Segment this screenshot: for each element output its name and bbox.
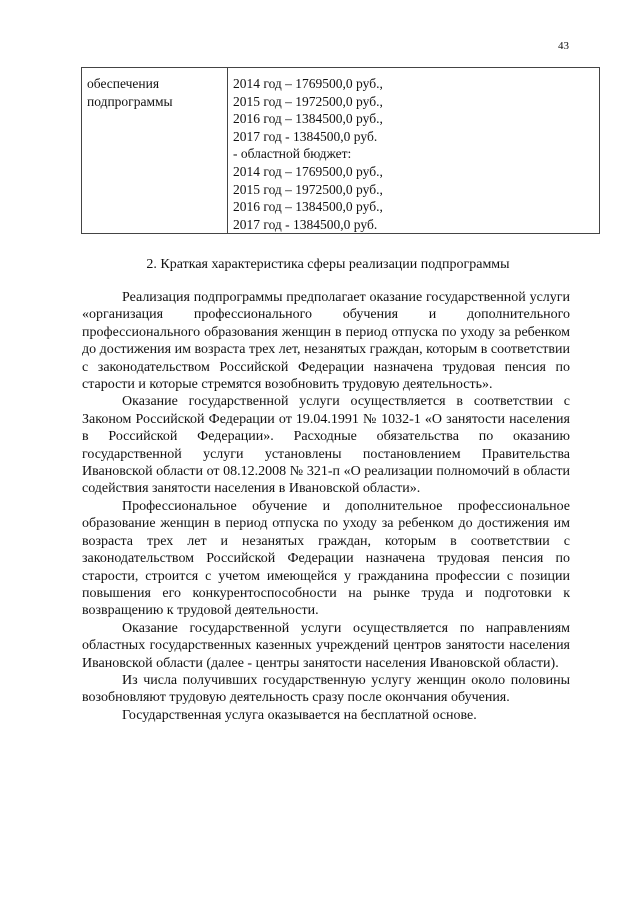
paragraph: Реализация подпрограммы предполагает оказание государственной услуги «организация профессионального обучения и дополнительного профессионального образования женщин в период отпуска по уходу за ребенком до достижения им возраста трех лет, незанятых граждан, которым в соответствии с законодательством Российской Федерации назначена трудовая пенсия по старости и которые стремятся возобновить трудовую деятельность». — [82, 290, 570, 393]
table-column-divider — [227, 68, 228, 233]
funding-line: 2016 год – 1384500,0 руб., — [233, 111, 383, 127]
funding-line: - областной бюджет: — [233, 146, 352, 162]
table-left-line: обеспечения — [87, 76, 160, 91]
funding-line: 2015 год – 1972500,0 руб., — [233, 93, 383, 109]
funding-line: 2014 год – 1769500,0 руб., — [233, 76, 383, 91]
table-right-cell — [233, 75, 383, 233]
table-left-line: подпрограммы — [87, 93, 173, 109]
page-number: 43 — [558, 40, 569, 52]
paragraph: Оказание государственной услуги осуществляется в соответствии с Законом Российской Федерации от 19.04.1991 № 1032-1 «О занятости населения в Российской Федерации». Расходные обязательства по оказанию государственной услуги установлены постановлением Правительства Ивановской области от 08.12.2008 № 321-п «О реализации полномочий в области содействия занятости населения в Ивановской области». — [82, 394, 570, 497]
table-left-cell — [87, 75, 173, 110]
funding-line: 2015 год – 1972500,0 руб., — [233, 181, 383, 197]
funding-line: 2016 год – 1384500,0 руб., — [233, 199, 383, 215]
paragraph: Из числа получивших государственную услугу женщин около половины возобновляют трудовую деятельность сразу после окончания обучения. — [82, 672, 570, 706]
paragraph: Оказание государственной услуги осуществляется по направлениям областных государственных казенных учреждений центров занятости населения Ивановской области (далее - центры занятости населения Ивановской области). — [82, 620, 570, 671]
funding-line: 2017 год - 1384500,0 руб. — [233, 128, 378, 144]
paragraph: Государственная услуга оказывается на бесплатной основе. — [122, 707, 477, 723]
paragraph: Профессиональное обучение и дополнительное профессиональное образование женщин в период отпуска по уходу за ребенком до достижения им возраста трех лет и незанятых граждан, которым в соответствии с законодательством Российской Федерации назначена трудовая пенсия по старости, строится с учетом имеющейся у гражданина профессии с позиции повышения его конкурентоспособности на рынке труда и подготовки к возвращению к трудовой деятельности. — [82, 498, 570, 619]
funding-table — [81, 67, 600, 234]
section-heading: 2. Краткая характеристика сферы реализации подпрограммы — [146, 257, 510, 272]
body-text — [82, 289, 570, 724]
funding-line: 2014 год – 1769500,0 руб., — [233, 163, 383, 179]
funding-line: 2017 год - 1384500,0 руб. — [233, 216, 378, 232]
